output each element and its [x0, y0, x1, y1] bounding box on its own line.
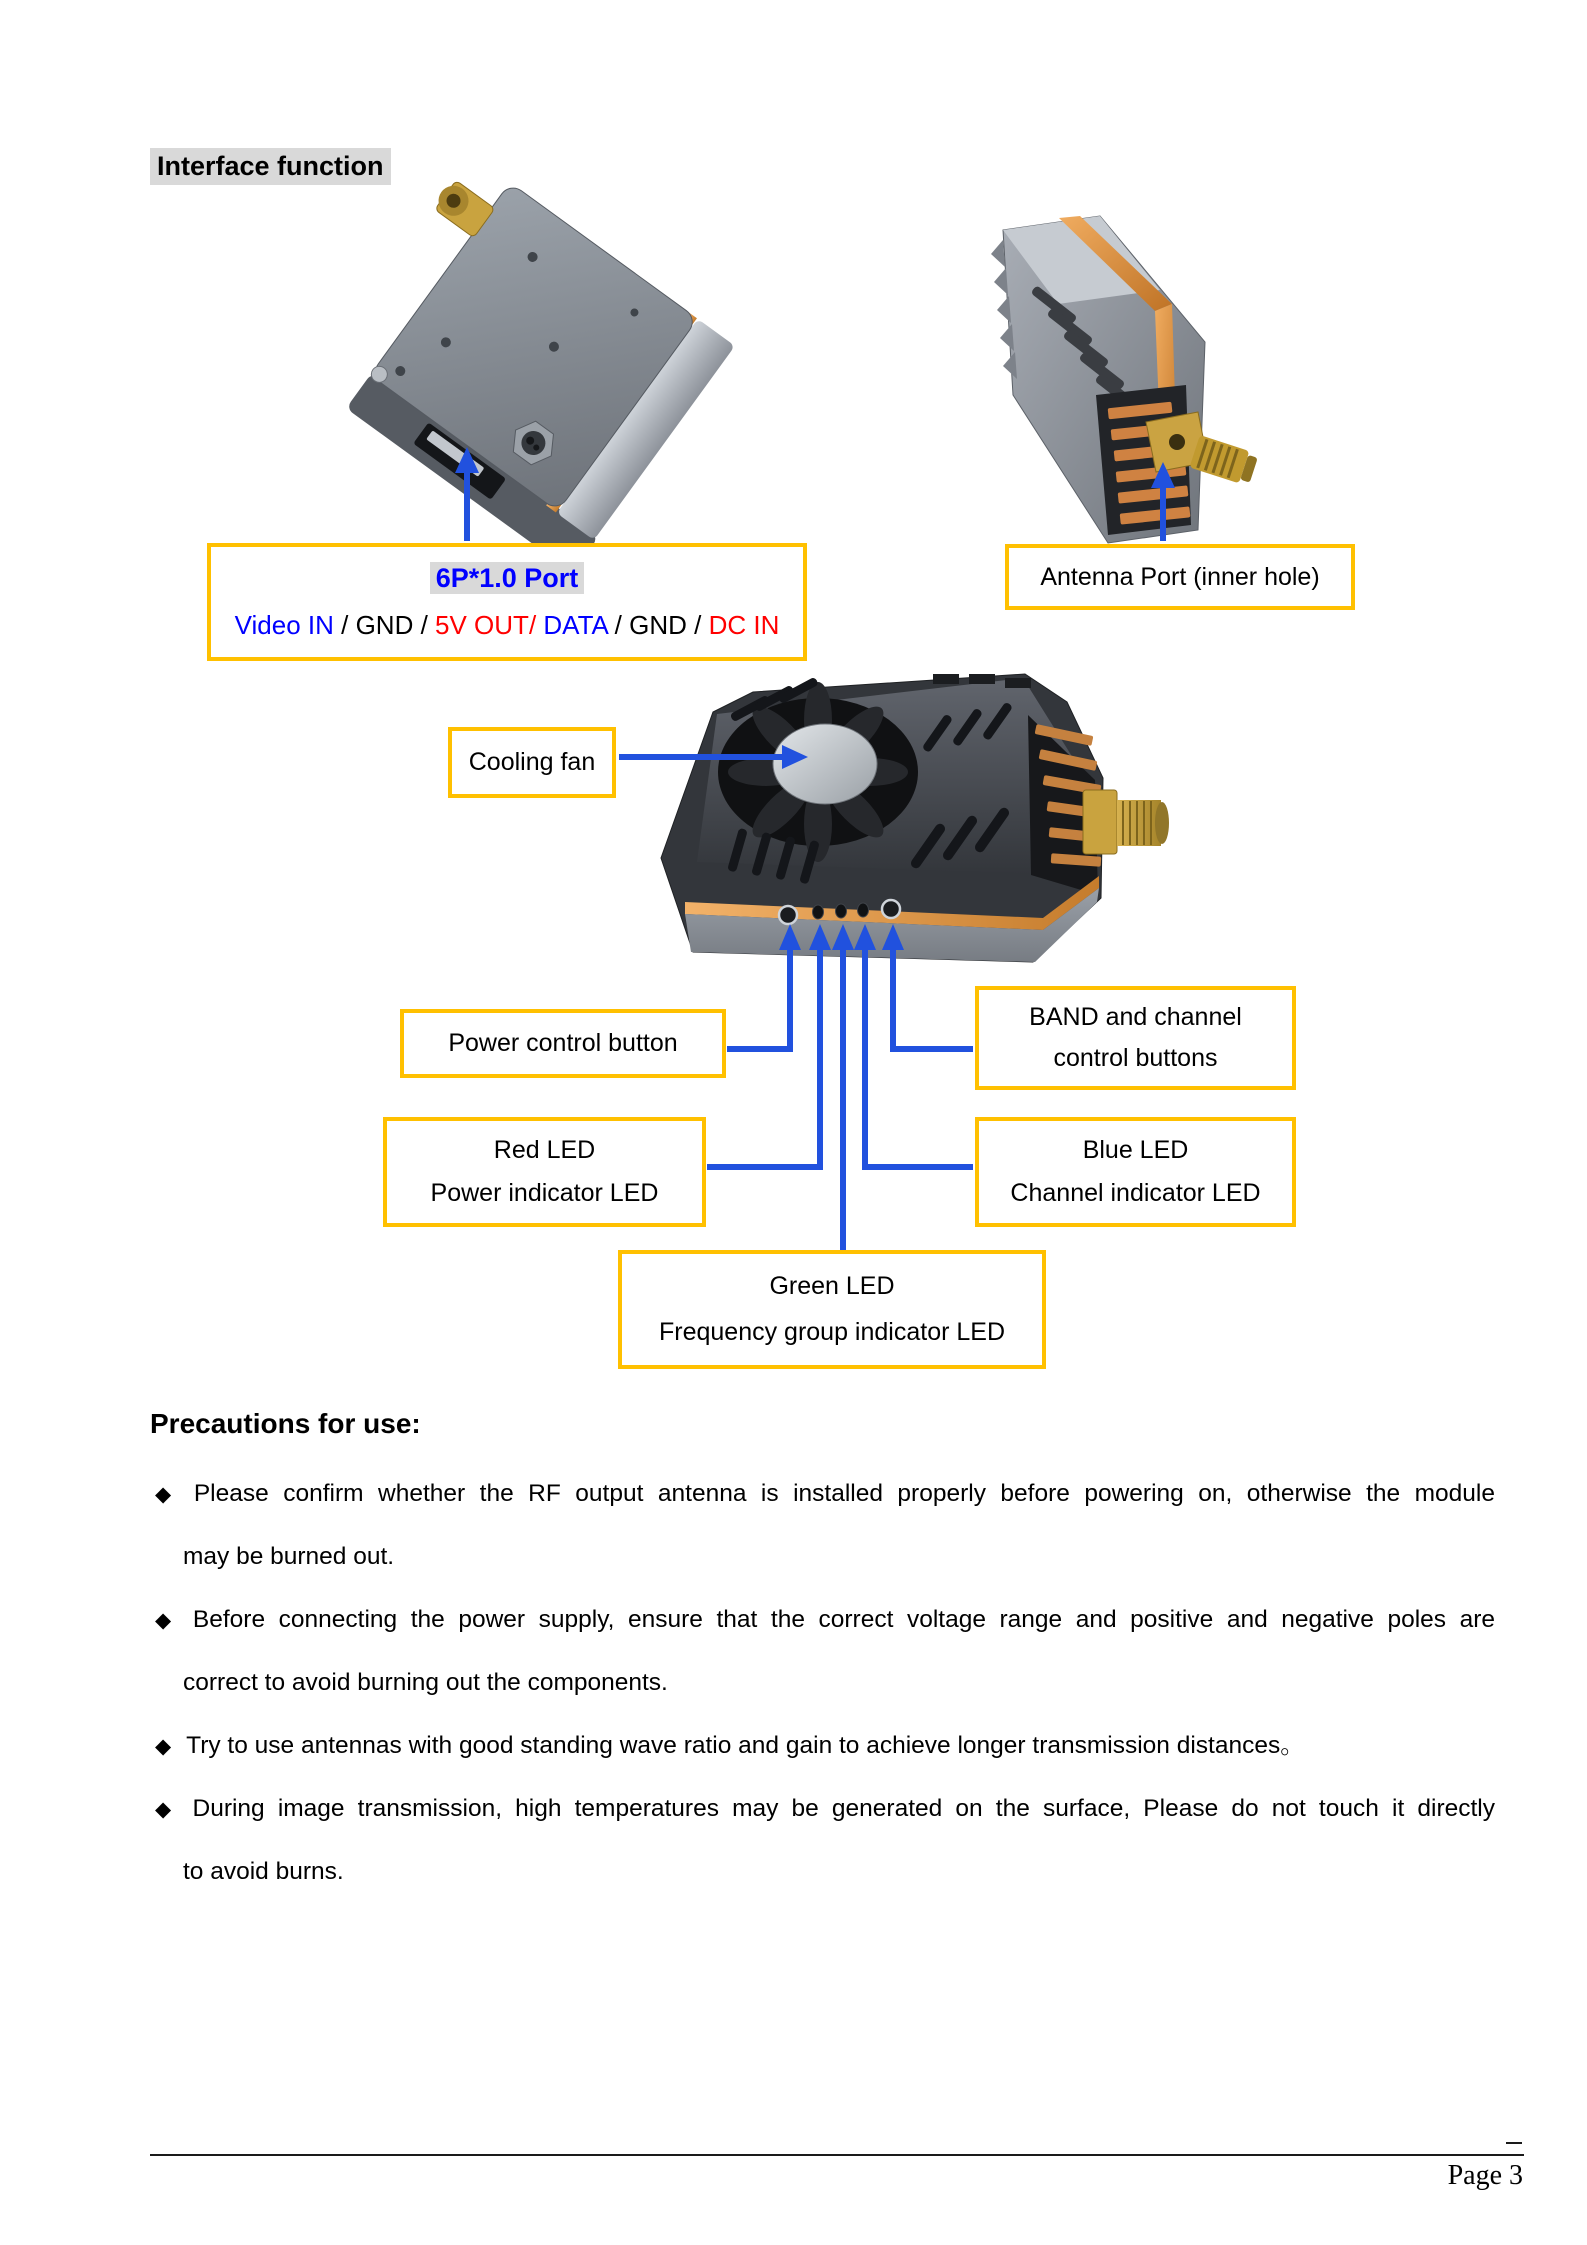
callout-band-buttons — [975, 986, 1296, 1090]
callout-green-led-line2: Frequency group indicator LED — [658, 1318, 1006, 1347]
callout-cooling-fan-label: Cooling fan — [468, 748, 596, 777]
line-power-button — [727, 946, 790, 1049]
precaution-text: Try to use antennas with good standing wave ratio and gain to achieve longer transmission distances。 — [186, 1732, 1305, 1759]
callout-blue-led — [975, 1117, 1296, 1227]
precaution-text: Before connecting the power supply, ensure that the correct voltage range and positive and negative poles are — [192, 1606, 1495, 1633]
arrowhead-blue-led — [854, 924, 876, 950]
port-pin-segment: DC IN — [708, 609, 780, 640]
callout-6p-port — [207, 543, 807, 661]
footer-dash — [1506, 2142, 1522, 2144]
precaution-item — [155, 1462, 1495, 1525]
footer-rule — [150, 2154, 1524, 2156]
precaution-item-continuation: to avoid burns. — [183, 1858, 344, 1885]
port-title: 6P*1.0 Port — [430, 563, 585, 594]
arrowhead-green-led — [832, 924, 854, 950]
precaution-item-continuation: may be burned out. — [183, 1543, 395, 1570]
callout-red-led-line2: Power indicator LED — [430, 1179, 659, 1208]
callout-green-led-line1: Green LED — [769, 1271, 895, 1300]
arrowhead-red-led — [809, 924, 831, 950]
port-pin-segment: 5V OUT/ — [435, 609, 537, 640]
callout-green-led — [618, 1250, 1046, 1369]
line-blue-led — [865, 946, 973, 1167]
line-band-buttons — [893, 946, 973, 1049]
callout-band-line2: control buttons — [1053, 1044, 1218, 1073]
precaution-item — [155, 1777, 1495, 1840]
callout-blue-led-line2: Channel indicator LED — [1010, 1179, 1261, 1208]
arrowhead-6p-port — [455, 447, 479, 473]
arrowhead-band-buttons — [882, 924, 904, 950]
page-title: Interface function — [150, 148, 391, 185]
port-pin-segment: DATA — [536, 609, 608, 640]
precaution-item-continuation: correct to avoid burning out the components. — [183, 1669, 668, 1696]
callout-band-line1: BAND and channel — [1029, 1002, 1242, 1031]
precaution-text: During image transmission, high temperatures may be generated on the surface, Please do not touch it directly — [192, 1795, 1495, 1822]
precautions-heading: Precautions for use: — [150, 1408, 421, 1439]
arrowhead-power-button — [779, 924, 801, 950]
precaution-item — [155, 1588, 1495, 1651]
precautions-list — [155, 1462, 1495, 1903]
precaution-text: Please confirm whether the RF output antenna is installed properly before powering on, otherwise the module — [193, 1480, 1495, 1507]
precaution-item — [155, 1714, 1495, 1777]
callout-cooling-fan — [448, 727, 616, 798]
callout-red-led-line1: Red LED — [493, 1135, 596, 1164]
page-number — [1448, 2160, 1523, 2192]
callout-antenna-port — [1005, 544, 1355, 610]
callout-antenna-label: Antenna Port (inner hole) — [1040, 562, 1320, 591]
port-pin-segment: / GND / — [333, 609, 436, 640]
callout-red-led — [383, 1117, 706, 1227]
page-number-value: 3 — [1509, 2160, 1523, 2191]
port-pin-segment: / GND / — [607, 609, 709, 640]
bullet-diamond-icon: ◆ — [155, 1735, 172, 1758]
bullet-diamond-icon: ◆ — [155, 1483, 179, 1506]
bullet-diamond-icon: ◆ — [155, 1798, 178, 1821]
arrowhead-antenna-port — [1151, 462, 1175, 488]
arrowhead-cooling-fan — [782, 745, 808, 769]
port-pin-segment: Video IN — [234, 609, 334, 640]
callout-blue-led-line1: Blue LED — [1082, 1135, 1189, 1164]
callout-power-button-label: Power control button — [448, 1029, 678, 1058]
bullet-diamond-icon: ◆ — [155, 1609, 178, 1632]
page-number-label: Page — [1447, 2160, 1502, 2191]
callout-power-button — [400, 1009, 726, 1078]
port-pinout — [235, 611, 780, 641]
